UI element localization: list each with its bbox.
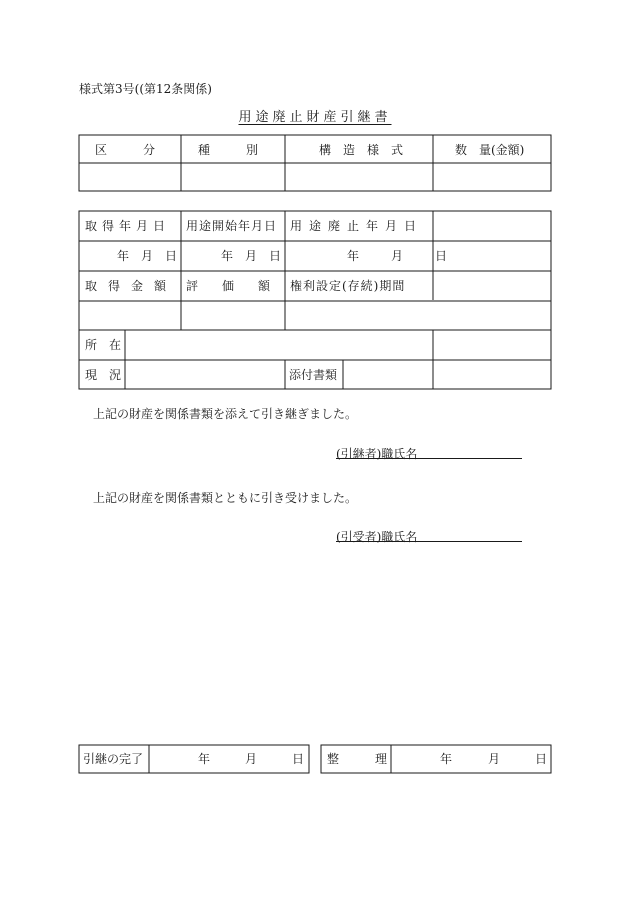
date-use-start: 年 月 日 [221,249,282,263]
label-rights-period: 権利設定(存続)期間 [290,279,406,293]
header-structure: 構 造 様 式 [319,143,404,157]
document-title-text: 用途廃止財産引継書 [238,110,392,125]
form-number-label: 様式第3号((第12条関係) [79,82,212,96]
label-status: 現 況 [85,368,122,382]
receipt-signer-label: (引受者)職氏名 [336,530,418,544]
receipt-statement: 上記の財産を関係書類とともに引き受けました。 [93,491,358,505]
label-processing: 整 理 [327,752,388,766]
label-handover-completion: 引継の完了 [83,752,144,766]
handover-signature-line [336,458,522,459]
handover-signer-label: (引継者)職氏名 [336,447,418,461]
handover-statement: 上記の財産を関係書類を添えて引き継ぎました。 [93,407,358,421]
processing-month: 月 [488,752,501,766]
date-acquisition: 年 月 日 [117,249,178,263]
completion-month: 月 [245,752,258,766]
processing-year: 年 [440,752,453,766]
date-use-abolition: 年 月 日 [347,249,458,263]
header-type: 種 別 [198,143,259,157]
processing-day: 日 [535,752,548,766]
label-acquisition-date: 取得年月日 [85,219,171,233]
label-acquisition-amount: 取得金額 [85,279,178,293]
header-category: 区 分 [95,143,156,157]
header-quantity: 数 量(金額) [455,143,525,157]
label-use-start-date: 用途開始年月日 [186,219,278,233]
label-location: 所 在 [85,338,122,352]
table2-border [79,211,551,389]
label-use-abolition-date: 用途廃止年月日 [290,219,424,233]
label-attachments: 添付書類 [289,368,338,382]
completion-year: 年 [198,752,211,766]
receipt-signature-line [336,541,522,542]
label-valuation: 評 価 額 [186,279,271,293]
completion-day: 日 [292,752,305,766]
